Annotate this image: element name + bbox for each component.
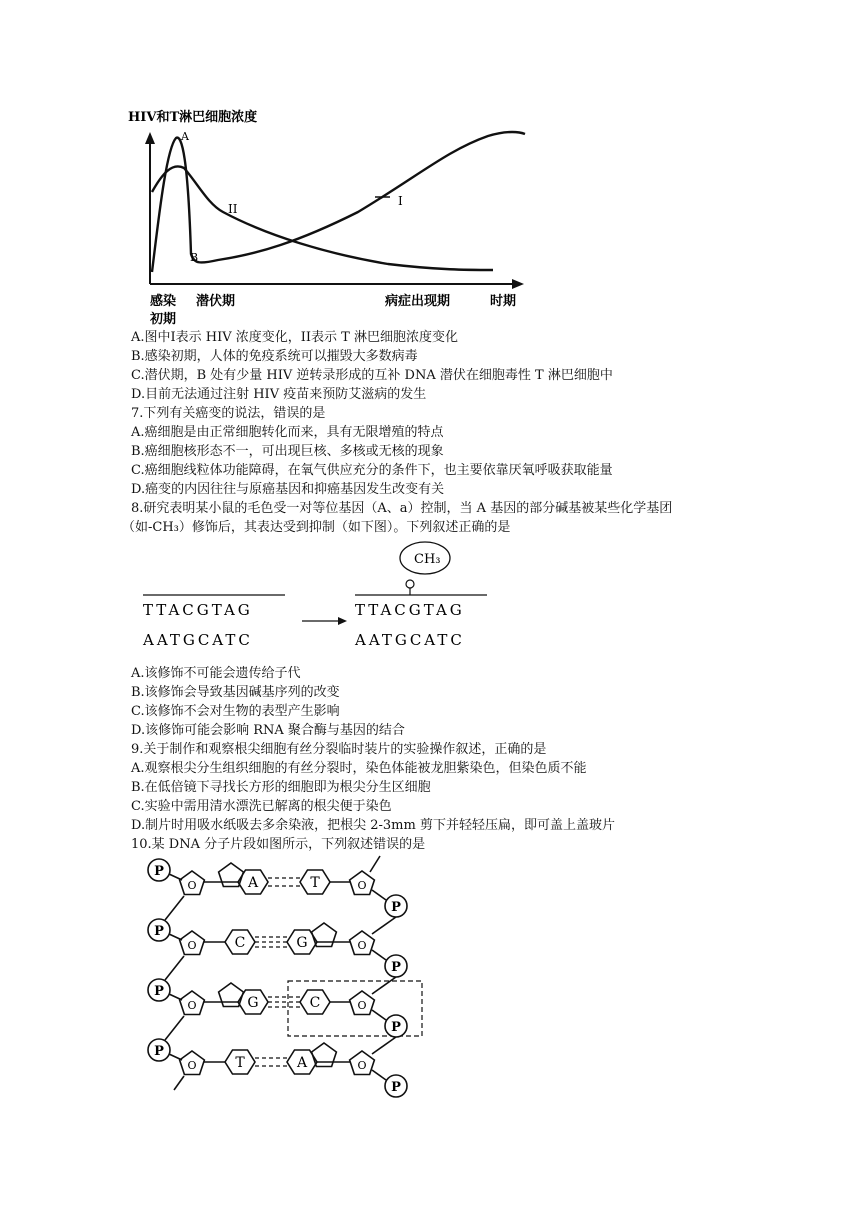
q10-stem: 10.某 DNA 分子片段如图所示，下列叙述错误的是	[131, 837, 426, 852]
q7-option-a: A.癌细胞是由正常细胞转化而来，具有无限增殖的特点	[131, 425, 444, 440]
q9-stem: 9.关于制作和观察根尖细胞有丝分裂临时装片的实验操作叙述，正确的是	[131, 742, 547, 757]
dna-row-1-right-backbone	[372, 917, 396, 934]
label-i: I	[398, 194, 403, 208]
dna-row-2-right-phosphate-letter: P	[391, 960, 401, 975]
dna-row-3-right-ester-bond	[372, 1010, 386, 1020]
q7-stem: 7.下列有关癌变的说法，错误的是	[131, 406, 326, 421]
dna-row-3-left-backbone	[165, 1016, 184, 1040]
methyl-knob	[406, 580, 414, 588]
left-strand-bottom-end	[174, 1076, 184, 1090]
dna-row-2-left-backbone	[165, 956, 184, 980]
dna-row-2-right-ester-bond	[372, 950, 386, 960]
dna-row-4-left-phosphate-letter: P	[154, 1044, 164, 1059]
x-axis-arrow	[512, 279, 524, 289]
q6-option-d: D.目前无法通过注射 HIV 疫苗来预防艾滋病的发生	[131, 387, 427, 402]
q9-option-c: C.实验中需用清水漂洗已解离的根尖便于染色	[131, 799, 392, 814]
q8-option-b: B.该修饰会导致基因碱基序列的改变	[131, 685, 340, 700]
dna-layer	[148, 856, 407, 1097]
right-bottom-strand: AATGCATC	[355, 631, 465, 649]
curve-hiv	[152, 132, 525, 272]
q8-stem-line1: 8.研究表明某小鼠的毛色受一对等位基因（A、a）控制，当 A 基因的部分碱基被某些化学基团	[131, 501, 673, 516]
dna-row-3-left-base-letter: G	[247, 995, 259, 1011]
tick-infection: 感染	[150, 294, 177, 309]
q8-option-c: C.该修饰不会对生物的表型产生影响	[131, 704, 340, 719]
y-axis-arrow	[145, 132, 155, 144]
dna-row-3-right-base-letter: C	[309, 995, 321, 1011]
left-top-strand: TTACGTAG	[143, 601, 253, 619]
dna-row-2-left-sugar-letter: O	[187, 939, 197, 952]
dna-row-4-right-ester-bond	[372, 1070, 386, 1080]
dna-row-4-left-sugar-letter: O	[187, 1059, 197, 1072]
label-a: A	[181, 130, 189, 143]
dna-row-2-left-base-letter: C	[234, 935, 246, 951]
q9-option-a: A.观察根尖分生组织细胞的有丝分裂时，染色体能被龙胆紫染色，但染色质不能	[131, 761, 587, 776]
q6-option-b: B.感染初期，人体的免疫系统可以摧毁大多数病毒	[131, 349, 418, 364]
graph-xlabel: 时期	[490, 294, 517, 309]
methyl-label: CH₃	[414, 552, 441, 567]
left-bottom-strand: AATGCATC	[143, 631, 253, 649]
dna-row-3-right-phosphate-letter: P	[391, 1020, 401, 1035]
dna-structure-diagram	[140, 852, 440, 1108]
dna-row-2-right-base-letter: G	[296, 935, 308, 951]
dna-row-1-right-ester-bond	[372, 890, 386, 900]
dna-row-1-left-phosphate-letter: P	[154, 864, 164, 879]
dna-row-3-left-phosphate-letter: P	[154, 984, 164, 999]
q8-stem-line2: （如-CH₃）修饰后，其表达受到抑制（如下图）。下列叙述正确的是	[122, 520, 511, 535]
dna-row-3-right-backbone	[372, 1037, 396, 1054]
q7-option-b: B.癌细胞核形态不一，可出现巨核、多核或无核的现象	[131, 444, 444, 459]
curve-tcell	[152, 166, 493, 270]
tick-latent: 潜伏期	[196, 294, 236, 309]
dna-row-1-right-base-letter: T	[310, 875, 320, 891]
dna-row-3-left-sugar-letter: O	[187, 999, 197, 1012]
q6-option-a: A.图中I表示 HIV 浓度变化，II表示 T 淋巴细胞浓度变化	[131, 330, 458, 345]
dna-row-3-right-sugar-letter: O	[357, 999, 367, 1012]
q7-option-c: C.癌细胞线粒体功能障碍，在氧气供应充分的条件下，也主要依靠厌氧呼吸获取能量	[131, 463, 613, 478]
methylation-diagram	[135, 538, 495, 656]
dna-row-1-left-sugar-letter: O	[187, 879, 197, 892]
dna-row-2-right-backbone	[372, 977, 396, 994]
dna-row-4-right-base-letter: A	[296, 1055, 308, 1071]
dna-row-1-left-base-pentagon	[219, 863, 244, 887]
dna-row-1-right-phosphate-letter: P	[391, 900, 401, 915]
transform-arrowhead	[338, 617, 347, 625]
dna-row-3-left-base-pentagon	[219, 983, 244, 1007]
dna-row-2-right-base-pentagon	[312, 923, 337, 947]
dna-row-4-left-base-letter: T	[235, 1055, 245, 1071]
q8-option-a: A.该修饰不可能会遗传给子代	[131, 666, 301, 681]
q6-option-c: C.潜伏期，B 处有少量 HIV 逆转录形成的互补 DNA 潜伏在细胞毒性 T 淋巴细胞中	[131, 368, 613, 383]
right-top-strand: TTACGTAG	[355, 601, 465, 619]
dna-row-1-left-backbone	[165, 896, 184, 920]
tick-symptom: 病症出现期	[385, 294, 451, 309]
dna-row-4-right-sugar-letter: O	[357, 1059, 367, 1072]
tick-early: 初期	[150, 312, 177, 326]
dna-row-4-right-base-pentagon	[312, 1043, 337, 1067]
dna-row-1-right-sugar-letter: O	[357, 879, 367, 892]
label-ii: II	[228, 202, 238, 216]
dna-row-2-right-sugar-letter: O	[357, 939, 367, 952]
dna-row-4-right-phosphate-letter: P	[391, 1080, 401, 1095]
dna-row-1-left-base-letter: A	[247, 875, 259, 891]
hiv-tcell-graph	[128, 104, 538, 326]
q9-option-d: D.制片时用吸水纸吸去多余染液，把根尖 2-3mm 剪下并轻轻压扁，即可盖上盖玻片	[131, 818, 615, 833]
right-strand-top-end	[370, 856, 380, 872]
q9-option-b: B.在低倍镜下寻找长方形的细胞即为根尖分生区细胞	[131, 780, 431, 795]
label-b: B	[190, 251, 199, 264]
q7-option-d: D.癌变的内因往往与原癌基因和抑癌基因发生改变有关	[131, 482, 445, 497]
q8-option-d: D.该修饰可能会影响 RNA 聚合酶与基因的结合	[131, 723, 405, 738]
graph-ylabel: HIV和T淋巴细胞浓度	[128, 110, 258, 125]
dna-row-2-left-phosphate-letter: P	[154, 924, 164, 939]
